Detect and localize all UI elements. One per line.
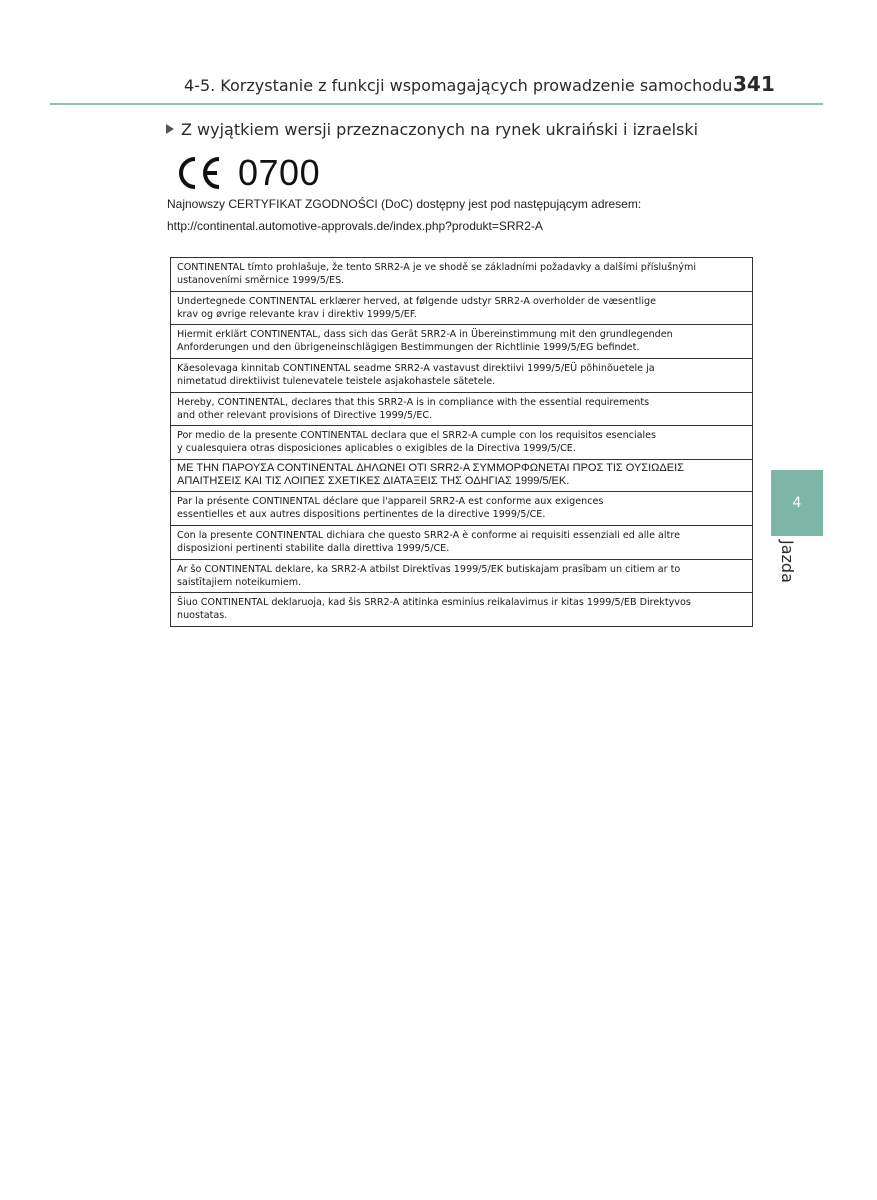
declaration-text: nuostatas. [177,610,228,622]
declaration-text: and other relevant provisions of Directive 1999/5/EC. [177,409,433,421]
ce-notified-body-number: 0700 [238,152,321,193]
ce-mark [174,153,320,193]
declaration-row-lt [171,593,752,626]
declaration-text: ΜΕ ΤΗΝ ΠΑΡΟΥΣΑ CONTINENTAL ΔΗΛΩΝΕΙ ΟΤΙ SRR2-A ΣΥΜΜΟΡΦΩΝΕΤΑΙ ΠΡΟΣ ΤΙΣ ΟΥΣΙΩΔΕΙΣ [177,461,684,474]
doc-url-link[interactable]: http://continental.automotive-approvals.de/index.php?produkt=SRR2-A [167,219,543,233]
declaration-row-cs [171,258,752,292]
declaration-text: ΑΠΑΙΤΗΣΕΙΣ ΚΑΙ ΤΙΣ ΛΟΙΠΕΣ ΣΧΕΤΙΚΕΣ ΔΙΑΤΑΞΕΙΣ ΤΗΣ ΟΔΗΓΙΑΣ 1999/5/ΕΚ. [177,475,570,488]
declaration-row-es [171,426,752,460]
declaration-text: ustanoveními směrnice 1999/5/ES. [177,275,345,286]
declaration-text: Šiuo CONTINENTAL deklaruoja, kad šis SRR2-A atitinka esminius reikalavimus ir kitas 1999/5/EB Direktyvos [177,597,691,609]
declaration-text: Hiermit erklärt CONTINENTAL, dass sich das Gerät SRR2-A in Übereinstimmung mit den grundlegenden [177,329,673,341]
declaration-row-lv [171,560,752,594]
declaration-row-el [171,460,752,493]
declaration-text: krav og øvrige relevante krav i direktiv 1999/5/EF. [177,308,417,320]
declaration-row-et [171,359,752,393]
triangle-right-icon [166,124,174,134]
ce-logo-icon [174,155,222,191]
declaration-text: Anforderungen und den übrigeneinschlägigen Bestimmungen der Richtlinie 1999/5/EG befindet. [177,342,640,354]
declarations-table [170,257,753,627]
declaration-text: essentielles et aux autres dispositions pertinentes de la directive 1999/5/CE. [177,509,546,521]
declaration-text: Undertegnede CONTINENTAL erklærer herved, at følgende udstyr SRR2-A overholder de væsentlige [177,295,656,307]
declaration-text: Ar šo CONTINENTAL deklare, ka SRR2-A atbilst Direktīvas 1999/5/EK butiskajam prasībam un citiem ar to [177,563,681,575]
declaration-text: y cualesquiera otras disposiciones aplicables o exigibles de la Directiva 1999/5/CE. [177,443,576,455]
header-divider [50,103,823,105]
section-heading-text: Z wyjątkiem wersji przeznaczonych na rynek ukraiński i izraelski [181,120,699,139]
declaration-text: Käesolevaga kinnitab CONTINENTAL seadme SRR2-A vastavust direktiivi 1999/5/EÜ põhinõuetele ja [177,362,655,374]
declaration-text: Hereby, CONTINENTAL, declares that this SRR2-A is in compliance with the essential requirements [177,396,650,408]
chapter-number: 4 [792,495,802,511]
doc-info-text: Najnowszy CERTYFIKAT ZGODNOŚCI (DoC) dostępny jest pod następującym adresem: [167,197,642,211]
chapter-label: Jazda [778,540,797,583]
declaration-row-fr [171,492,752,526]
declaration-text: Por medio de la presente CONTINENTAL declara que el SRR2-A cumple con los requisitos esenciales [177,430,657,442]
declaration-text: nimetatud direktiivist tulenevatele teistele asjakohastele sätetele. [177,375,496,387]
declaration-row-de [171,325,752,359]
page-number: 341 [733,72,775,96]
declaration-row-da [171,292,752,326]
declaration-text: disposizioni pertinenti stabilite dalla direttiva 1999/5/CE. [177,543,450,555]
declaration-text: Par la présente CONTINENTAL déclare que l'appareil SRR2-A est conforme aux exigences [177,496,604,508]
chapter-tab [771,470,823,536]
declaration-text: CONTINENTAL tímto prohlašuje, že tento SRR2-A je ve shodě se základními požadavky a dalšími příslušnými [177,262,696,273]
declaration-text: Con la presente CONTINENTAL dichiara che questo SRR2-A è conforme ai requisiti essenziali ed alle altre [177,530,680,542]
declaration-row-en [171,393,752,427]
header-title: 4-5. Korzystanie z funkcji wspomagających prowadzenie samochodu [184,76,733,95]
section-heading [166,120,698,139]
declaration-text: saistītajiem noteikumiem. [177,576,302,588]
declaration-row-it [171,526,752,560]
